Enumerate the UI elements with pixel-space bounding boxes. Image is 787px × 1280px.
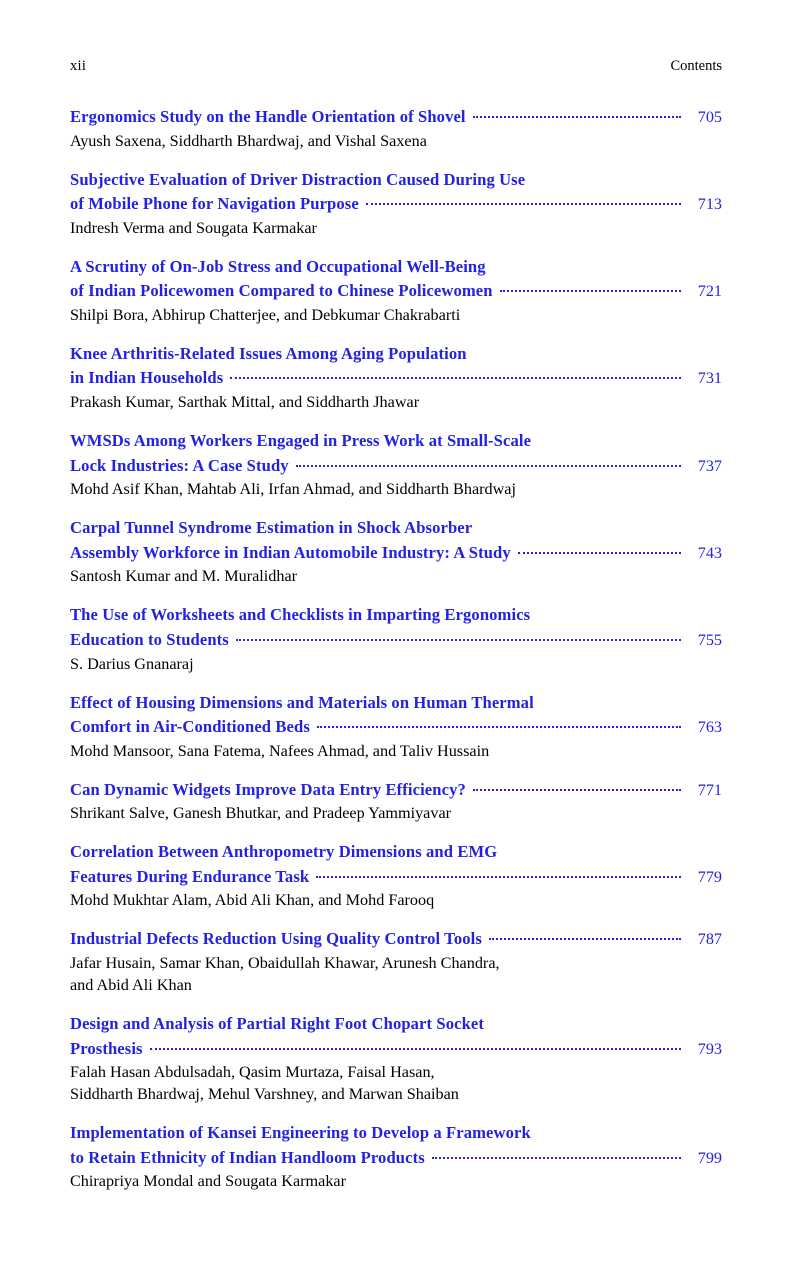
toc-leader-dots [317,725,681,728]
toc-leader-dots [296,464,681,467]
toc-title-row[interactable] [70,927,722,951]
toc-title-text: Comfort in Air-Conditioned Beds [70,717,310,737]
toc-title-row[interactable] [70,1037,722,1061]
toc-authors: Mohd Mukhtar Alam, Abid Ali Khan, and Mohd Farooq [70,891,435,910]
toc-title-text: A Scrutiny of On-Job Stress and Occupational Well-Being [70,256,486,276]
toc-page-number[interactable]: 721 [697,282,722,301]
toc-title-text: Subjective Evaluation of Driver Distraction Caused During Use [70,169,526,189]
toc-title-line[interactable] [70,168,722,192]
toc-leader-dots [230,376,681,379]
toc-authors: Santosh Kumar and M. Muralidhar [70,567,298,586]
toc-title-text: Education to Students [70,629,229,649]
toc-title-text: Features During Endurance Task [70,866,310,886]
toc-title-line[interactable] [70,603,722,627]
toc-title-row[interactable] [70,715,722,739]
toc-title-text: Assembly Workforce in Indian Automobile Industry: A Study [70,542,511,562]
toc-page-number[interactable]: 771 [697,780,722,799]
toc-entry[interactable] [70,105,722,152]
toc-authors: Jafar Husain, Samar Khan, Obaidullah Khawar, Arunesh Chandra, and Abid Ali Khan [70,954,500,995]
toc-title-row[interactable] [70,628,722,652]
toc-page-number[interactable]: 799 [697,1148,722,1167]
toc-authors: Prakash Kumar, Sarthak Mittal, and Siddharth Jhawar [70,393,420,412]
toc-leader-dots [473,115,681,118]
toc-title-row[interactable] [70,105,722,129]
toc-title-text: The Use of Worksheets and Checklists in Imparting Ergonomics [70,605,531,625]
toc-title-line[interactable] [70,1012,722,1036]
toc-title-line[interactable] [70,840,722,864]
toc-entry[interactable] [70,342,722,413]
toc-leader-dots [150,1047,681,1050]
page-folio: xii [70,58,87,74]
toc-title-row[interactable] [70,366,722,390]
toc-leader-dots [500,289,681,292]
toc-authors: Indresh Verma and Sougata Karmakar [70,218,317,237]
toc-title-text: Implementation of Kansei Engineering to Develop a Framework [70,1123,531,1143]
toc-title-text: Lock Industries: A Case Study [70,455,289,475]
toc-title-text: Design and Analysis of Partial Right Foot Chopart Socket [70,1014,485,1034]
toc-leader-dots [489,937,681,940]
toc-entry[interactable] [70,1121,722,1192]
toc-title-text: in Indian Households [70,368,224,388]
toc-leader-dots [366,202,681,205]
toc-authors: S. Darius Gnanaraj [70,654,194,673]
toc-title-text: Industrial Defects Reduction Using Quality Control Tools [70,929,482,949]
table-of-contents [70,105,722,1192]
toc-title-line[interactable] [70,429,722,453]
toc-entry[interactable] [70,927,722,996]
toc-page-number[interactable]: 731 [697,369,722,388]
toc-authors: Ayush Saxena, Siddharth Bhardwaj, and Vishal Saxena [70,131,427,150]
toc-title-text: Ergonomics Study on the Handle Orientation of Shovel [70,107,466,126]
running-head-title: Contents [670,58,722,74]
toc-title-text: WMSDs Among Workers Engaged in Press Work at Small-Scale [70,431,532,451]
toc-title-text: to Retain Ethnicity of Indian Handloom Products [70,1147,425,1167]
toc-title-row[interactable] [70,865,722,889]
toc-title-line[interactable] [70,516,722,540]
toc-authors: Chirapriya Mondal and Sougata Karmakar [70,1172,347,1191]
toc-authors: Shilpi Bora, Abhirup Chatterjee, and Debkumar Chakrabarti [70,305,461,324]
toc-title-text: Prosthesis [70,1038,143,1058]
toc-leader-dots [316,875,681,878]
toc-title-row[interactable] [70,454,722,478]
toc-page-number[interactable]: 763 [697,718,722,737]
toc-entry[interactable] [70,1012,722,1105]
toc-entry[interactable] [70,255,722,326]
running-head [70,58,722,75]
toc-title-text: Knee Arthritis-Related Issues Among Aging Population [70,343,467,363]
toc-title-text: Can Dynamic Widgets Improve Data Entry Efficiency? [70,779,466,799]
toc-leader-dots [473,788,681,791]
toc-page-number[interactable]: 755 [697,630,722,649]
toc-authors: Shrikant Salve, Ganesh Bhutkar, and Pradeep Yammiyavar [70,804,452,823]
toc-authors: Mohd Asif Khan, Mahtab Ali, Irfan Ahmad, and Siddharth Bhardwaj [70,480,516,499]
toc-title-line[interactable] [70,342,722,366]
toc-authors: Falah Hasan Abdulsadah, Qasim Murtaza, Faisal Hasan, Siddharth Bhardwaj, Mehul Varshney, and Marwan Shaiban [70,1063,459,1104]
toc-title-line[interactable] [70,1121,722,1145]
toc-entry[interactable] [70,840,722,911]
toc-title-text: of Indian Policewomen Compared to Chinese Policewomen [70,281,493,301]
toc-page-number[interactable]: 737 [697,456,722,475]
toc-title-text: Effect of Housing Dimensions and Materials on Human Thermal [70,692,534,712]
toc-page-number[interactable]: 713 [697,195,722,214]
toc-title-row[interactable] [70,778,722,802]
toc-title-text: Carpal Tunnel Syndrome Estimation in Shock Absorber [70,518,473,538]
toc-entry[interactable] [70,429,722,500]
toc-entry[interactable] [70,516,722,587]
toc-title-row[interactable] [70,192,722,216]
toc-authors: Mohd Mansoor, Sana Fatema, Nafees Ahmad, and Taliv Hussain [70,741,490,760]
toc-entry[interactable] [70,603,722,674]
toc-title-row[interactable] [70,541,722,565]
toc-page-number[interactable]: 793 [697,1039,722,1058]
toc-page-number[interactable]: 743 [697,543,722,562]
toc-leader-dots [236,638,681,641]
toc-title-line[interactable] [70,691,722,715]
toc-entry[interactable] [70,691,722,762]
page-content [70,58,722,1208]
toc-title-row[interactable] [70,279,722,303]
toc-title-text: Correlation Between Anthropometry Dimensions and EMG [70,842,498,862]
toc-page-number[interactable]: 705 [697,108,722,126]
toc-page-number[interactable]: 787 [697,930,722,949]
toc-page-number[interactable]: 779 [697,867,722,886]
toc-title-line[interactable] [70,255,722,279]
toc-leader-dots [518,551,681,554]
toc-leader-dots [432,1156,681,1159]
toc-entry[interactable] [70,778,722,825]
toc-entry[interactable] [70,168,722,239]
toc-title-row[interactable] [70,1146,722,1170]
toc-title-text: of Mobile Phone for Navigation Purpose [70,194,359,214]
